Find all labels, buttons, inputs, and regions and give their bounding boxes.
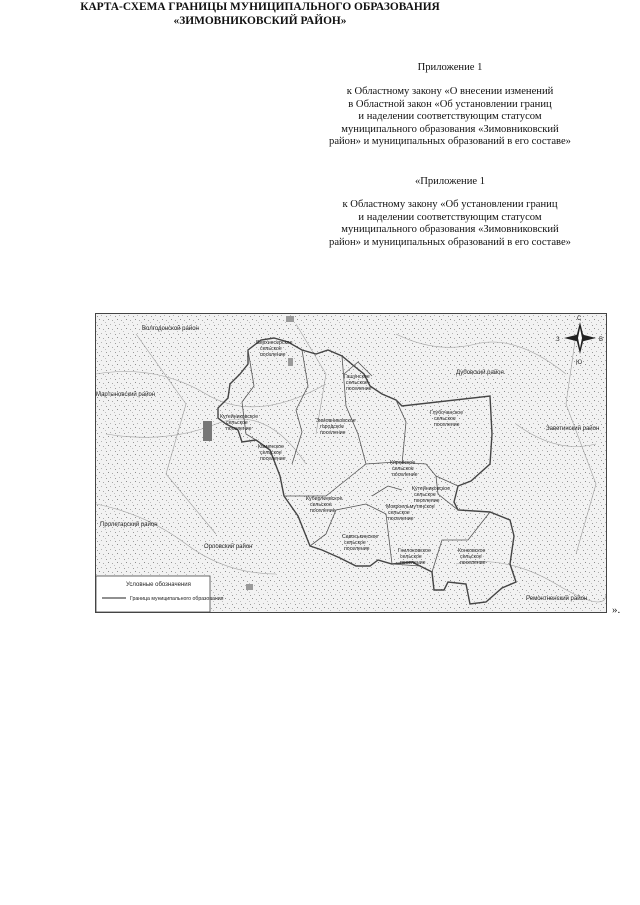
svg-text:сельское: сельское	[260, 346, 282, 352]
neighbor-dubovsky: Дубовский район	[456, 370, 504, 376]
svg-text:поселение: поселение	[414, 498, 440, 504]
svg-text:сельское: сельское	[388, 510, 410, 516]
appendix-2-text	[280, 199, 620, 249]
svg-text:сельское: сельское	[400, 554, 422, 560]
svg-text:Мокроельмутянское: Мокроельмутянское	[386, 504, 435, 510]
svg-text:сельское: сельское	[346, 380, 368, 386]
text-line: к Областному закону «Об установлении границ	[342, 199, 558, 210]
svg-text:поселение: поселение	[260, 456, 286, 462]
legend-title: Условные обозначения	[126, 582, 191, 588]
svg-text:Конковское: Конковское	[458, 548, 486, 554]
svg-text:поселение: поселение	[460, 560, 486, 566]
svg-text:поселение: поселение	[320, 430, 346, 436]
svg-text:сельское: сельское	[392, 466, 414, 472]
settlement-label-konkovsk	[458, 548, 486, 566]
svg-text:Гнилоковское: Гнилоковское	[398, 548, 431, 554]
text-line: район» и муниципальных образований в его составе»	[329, 236, 571, 248]
svg-text:сельское: сельское	[344, 540, 366, 546]
svg-text:Зимовниковское: Зимовниковское	[316, 418, 356, 424]
svg-text:Верхнесерское: Верхнесерское	[256, 340, 293, 346]
svg-text:Глубочанское: Глубочанское	[430, 410, 464, 416]
neighbor-remontnensky: Ремонтненский район	[526, 596, 588, 602]
neighbor-zavetinsky: Заветинский район	[546, 426, 600, 432]
svg-text:поселение: поселение	[400, 560, 426, 566]
settlement-label-kamensky	[258, 444, 286, 462]
text-line: к Областному закону «О внесении изменений	[346, 86, 554, 97]
neighbor-proletarsky: Пролетарский район	[100, 522, 158, 528]
settlement-label-kirovsky	[390, 460, 418, 478]
map-title-line: «ЗИМОВНИКОВСКИЙ РАЙОН»	[173, 15, 347, 27]
text-line: муниципального образования «Зимовниковский	[341, 123, 559, 135]
svg-text:сельское: сельское	[310, 502, 332, 508]
svg-text:Куберлеевское: Куберлеевское	[306, 496, 343, 502]
legend-item-label: Граница муниципального образования	[130, 596, 224, 602]
svg-text:сельское: сельское	[434, 416, 456, 422]
district-map	[95, 313, 607, 613]
map-title	[0, 0, 520, 28]
svg-text:поселение: поселение	[344, 546, 370, 552]
appendix-1-text	[280, 86, 620, 149]
svg-text:поселение: поселение	[388, 516, 414, 522]
svg-text:сельское: сельское	[260, 450, 282, 456]
appendix-2-title: «Приложение 1	[414, 176, 486, 187]
neighbor-martynovsky: Мартыновский район	[96, 392, 156, 398]
svg-text:поселение: поселение	[346, 386, 372, 392]
text-line: муниципального образования «Зимовниковский	[341, 224, 559, 236]
svg-text:поселение: поселение	[260, 352, 286, 358]
svg-text:сельское: сельское	[460, 554, 482, 560]
svg-text:Кутейниковское: Кутейниковское	[220, 414, 259, 420]
svg-text:Савоськинское: Савоськинское	[342, 534, 379, 540]
map-legend	[96, 576, 224, 612]
text-line: и наделении соответствующим статусом	[358, 211, 542, 223]
svg-text:сельское: сельское	[226, 420, 248, 426]
text-line: в Областной закон «Об установлении границ	[348, 98, 552, 110]
map-title-line: КАРТА-СХЕМА ГРАНИЦЫ МУНИЦИПАЛЬНОГО ОБРАЗОВАНИЯ	[80, 1, 440, 13]
map-svg	[96, 314, 606, 612]
svg-text:поселение: поселение	[392, 472, 418, 478]
svg-text:Кутейниковское: Кутейниковское	[412, 486, 451, 492]
compass-south: Ю	[576, 360, 583, 366]
compass-north: С	[577, 316, 582, 322]
compass-west: З	[556, 337, 560, 343]
svg-text:Кировское: Кировское	[390, 460, 416, 466]
neighbor-volgodonsky: Волгодонской район	[142, 326, 199, 332]
neighbor-orlovsky: Орловский район	[204, 544, 253, 550]
text-line: район» и муниципальных образований в его составе»	[329, 136, 571, 148]
map-background	[96, 314, 606, 612]
svg-text:поселение: поселение	[310, 508, 336, 514]
svg-text:Гашунское: Гашунское	[344, 374, 370, 380]
svg-text:поселение: поселение	[434, 422, 460, 428]
appendix-1-title: Приложение 1	[417, 62, 483, 73]
svg-text:сельское: сельское	[414, 492, 436, 498]
svg-text:поселение: поселение	[226, 426, 252, 432]
closing-quote: ».	[612, 604, 621, 616]
compass-east: В	[599, 337, 604, 343]
settlement-label-gashun	[344, 374, 372, 392]
svg-text:Каменское: Каменское	[258, 444, 284, 450]
svg-text:городское: городское	[320, 424, 345, 430]
text-line: и наделении соответствующим статусом	[358, 111, 542, 123]
